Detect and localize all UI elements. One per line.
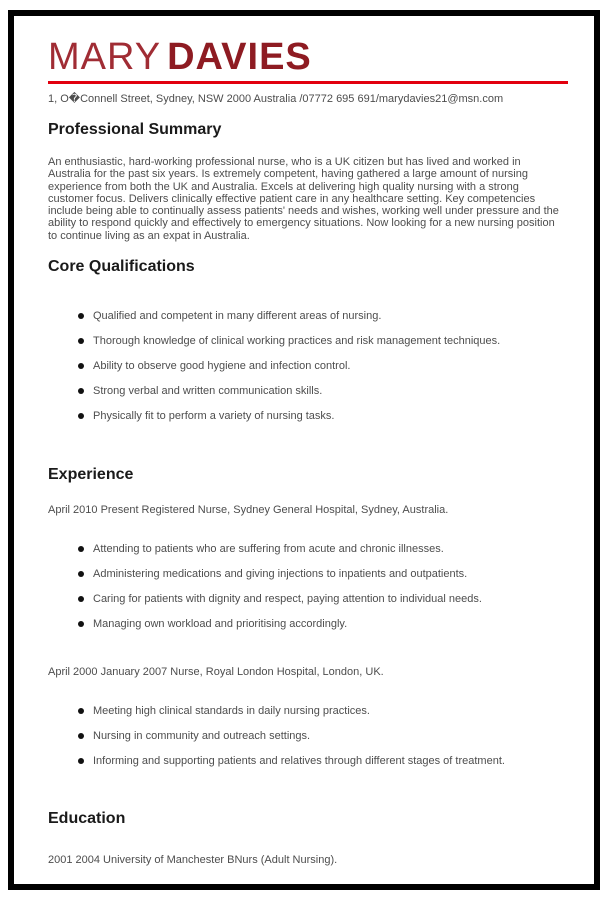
bullet-icon	[78, 546, 84, 552]
section-heading-professional-summary: Professional Summary	[48, 121, 222, 138]
list-item-text: Administering medications and giving injections to inpatients and outpatients.	[93, 568, 468, 581]
job-duties-list	[48, 705, 568, 767]
list-item	[78, 618, 568, 630]
bullet-icon	[78, 708, 84, 714]
job-duties-list	[48, 543, 568, 630]
job-title-line: April 2010 Present Registered Nurse, Sydney General Hospital, Sydney, Australia.	[48, 504, 449, 517]
bullet-icon	[78, 413, 84, 419]
summary-paragraph: An enthusiastic, hard-working professional nurse, who is a UK citizen but has lived and worked in Australia for the past six years. Is extremely competent, having gathered a large amount of nursing experience from both the UK and Australia. Excels at delivering high quality nursing with a strong customer focus. Delivers clinically effective patient care in any healthcare setting. Key competencies include being able to continually assess patients' needs and wishes, working well under pressure and the ability to respond quickly and effectively to emergency situations. Now looking for a new nursing position to continue living as an expat in Australia.	[48, 156, 559, 242]
last-name: DAVIES	[167, 36, 312, 78]
list-item	[78, 705, 568, 717]
first-name: MARY	[48, 36, 162, 78]
list-item-text: Strong verbal and written communication skills.	[93, 385, 323, 398]
list-item	[78, 360, 568, 372]
list-item-text: Managing own workload and prioritising accordingly.	[93, 618, 348, 631]
section-heading-core-qualifications: Core Qualifications	[48, 258, 195, 276]
list-item-text: Meeting high clinical standards in daily nursing practices.	[93, 705, 370, 718]
list-item-text: Qualified and competent in many different areas of nursing.	[93, 310, 382, 323]
list-item-text: Informing and supporting patients and relatives through different stages of treatment.	[93, 755, 505, 768]
cv-content	[14, 38, 594, 867]
list-item-text: Thorough knowledge of clinical working practices and risk management techniques.	[93, 335, 501, 348]
list-item-text: Physically fit to perform a variety of nursing tasks.	[93, 410, 335, 423]
cv-page	[8, 10, 600, 890]
list-item-text: Caring for patients with dignity and respect, paying attention to individual needs.	[93, 593, 482, 606]
bullet-icon	[78, 363, 84, 369]
qualifications-list	[48, 310, 568, 422]
bullet-icon	[78, 388, 84, 394]
bullet-icon	[78, 621, 84, 627]
list-item	[78, 543, 568, 555]
list-item	[78, 310, 568, 322]
list-item	[78, 410, 568, 422]
bullet-icon	[78, 338, 84, 344]
contact-line: 1, O�Connell Street, Sydney, NSW 2000 Australia /07772 695 691/marydavies21@msn.com	[48, 93, 504, 105]
job-title-line: April 2000 January 2007 Nurse, Royal London Hospital, London, UK.	[48, 666, 384, 679]
section-heading-experience: Experience	[48, 466, 134, 484]
list-item	[78, 568, 568, 580]
list-item-text: Attending to patients who are suffering from acute and chronic illnesses.	[93, 543, 444, 556]
bullet-icon	[78, 313, 84, 319]
bullet-icon	[78, 596, 84, 602]
bullet-icon	[78, 733, 84, 739]
section-heading-education: Education	[48, 810, 126, 828]
bullet-icon	[78, 571, 84, 577]
list-item	[78, 730, 568, 742]
education-line: 2001 2004 University of Manchester BNurs (Adult Nursing).	[48, 854, 338, 867]
list-item	[78, 755, 568, 767]
list-item-text: Nursing in community and outreach settings.	[93, 730, 311, 743]
bullet-icon	[78, 758, 84, 764]
list-item	[78, 385, 568, 397]
list-item	[78, 335, 568, 347]
name-heading	[48, 38, 568, 84]
list-item-text: Ability to observe good hygiene and infection control.	[93, 360, 351, 373]
list-item	[78, 593, 568, 605]
